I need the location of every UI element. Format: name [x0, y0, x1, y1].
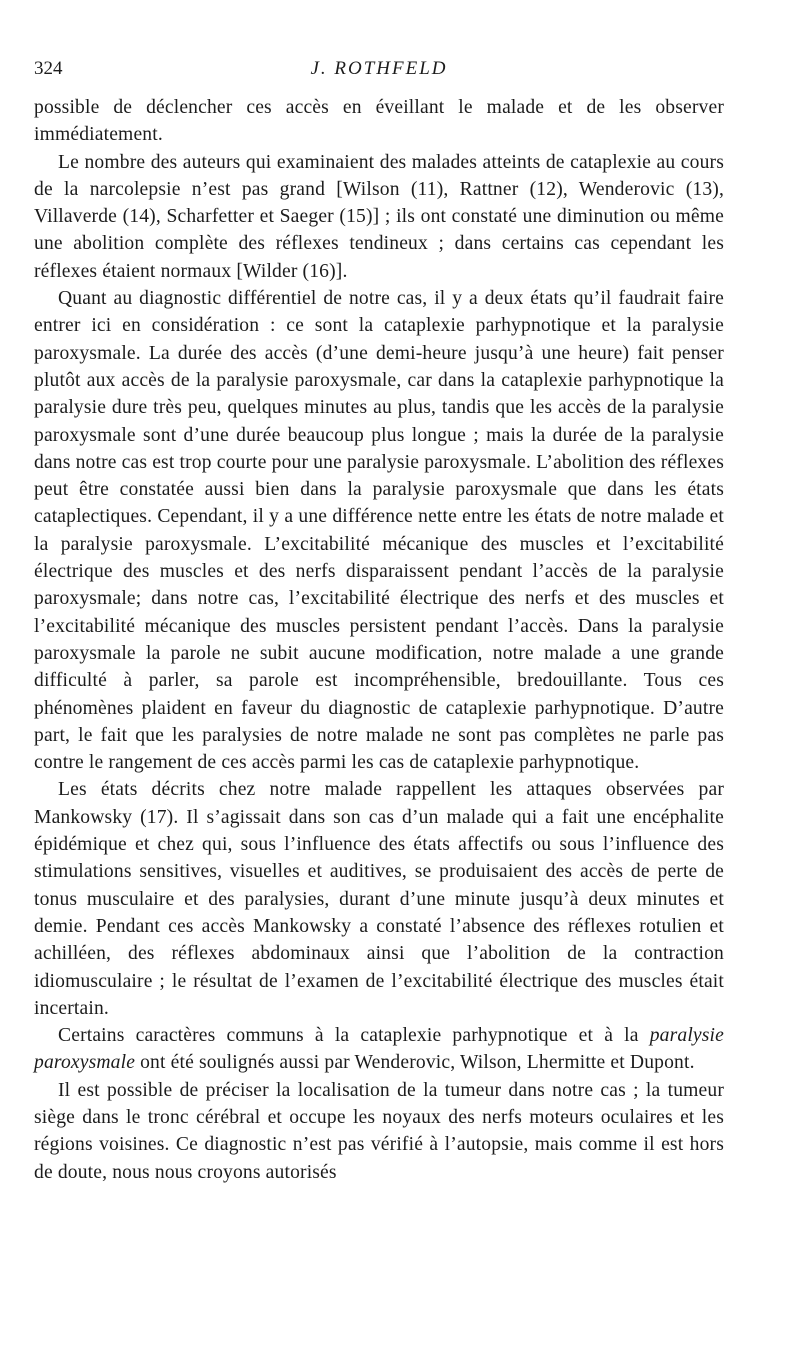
paragraph-common-characters-part-2: ont été soulignés aussi par Wenderovic, Wilson, Lhermitte et Dupont.	[135, 1052, 695, 1074]
paragraph-reflexes-authors: Le nombre des auteurs qui examinaient des malades atteints de cataplexie au cours de la narcolepsie n’est pas grand [Wilson (11), Rattner (12), Wenderovic (13), Villaverde (14), Scharfetter et Saeger (15)] ; ils ont constaté une diminution ou même une abolition complète des réflexes tendineux ; dans certains cas cependant les réflexes étaient normaux [Wilder (16)].	[34, 151, 724, 282]
paragraph-common-characters-part-1: Certains caractères communs à la cataplexie parhypnotique et à la	[58, 1025, 650, 1047]
body-text	[34, 94, 724, 1186]
running-header	[34, 58, 724, 86]
document-page	[34, 58, 724, 1186]
paragraph-tumor-localisation: Il est possible de préciser la localisation de la tumeur dans notre cas ; la tumeur siège dans le tronc cérébral et occupe les noyaux des nerfs moteurs oculaires et les régions voisines. Ce diagnostic n’est pas vérifié à l’autopsie, mais comme il est hors de doute, nous nous croyons autorisés	[34, 1079, 724, 1183]
page-number: 324	[34, 58, 63, 79]
paragraph-differential-diagnosis: Quant au diagnostic différentiel de notre cas, il y a deux états qu’il faudrait faire entrer ici en considération : ce sont la cataplexie parhypnotique et la paralysie paroxysmale. La durée des accès (d’une demi-heure jusqu’à une heure) fait penser plutôt aux accès de la paralysie paroxysmale, car dans la cataplexie parhypnotique la paralysie dure très peu, quelques minutes au plus, tandis que les accès de la paralysie paroxysmale sont d’une durée beaucoup plus longue ; mais la durée de la paralysie dans notre cas est trop courte pour une paralysie paroxysmale. L’abolition des réflexes peut être constatée aussi bien dans la paralysie paroxysmale que dans les états cataplectiques. Cependant, il y a une différence nette entre les états de notre malade et la paralysie paroxysmale. L’excitabilité mécanique des muscles et l’excitabilité électrique des muscles et des nerfs disparaissent pendant l’accès de la paralysie paroxysmale; dans notre cas, l’excitabilité électrique des nerfs et des muscles et l’excitabilité mécanique des muscles persistent pendant l’accès. Dans la paralysie paroxysmale la parole ne subit aucune modification, notre malade a une grande difficulté à parler, sa parole est incompréhensible, bredouillante. Tous ces phénomènes plaident en faveur du diagnostic de cataplexie parhypnotique. D’autre part, le fait que les paralysies de notre malade ne sont pas complètes ne parle pas contre le rangement de ces accès parmi les cas de cataplexie parhypnotique.	[34, 288, 724, 774]
paragraph-mankowsky-case: Les états décrits chez notre malade rappellent les attaques observées par Mankowsky (17). Il s’agissait dans son cas d’un malade qui a fait une encéphalite épidémique et chez qui, sous l’influence des états affectifs ou sous l’influence des stimulations sensitives, visuelles et auditives, se produisaient des accès de perte de tonus musculaire et des paralysies, durant d’une minute jusqu’à deux minutes et demie. Pendant ces accès Mankowsky a constaté l’absence des réflexes rotulien et achilléen, des réflexes abdominaux ainsi que l’abolition de la contraction idiomusculaire ; le résultat de l’examen de l’excitabilité électrique des muscles était incertain.	[34, 779, 724, 1019]
italic-term-paralysie-paroxysmale: paralysie paroxysmale	[34, 1025, 724, 1074]
paragraph-continuation: possible de déclencher ces accès en éveillant le malade et de les observer immédiatement.	[34, 97, 724, 146]
paragraph-common-characters	[34, 1022, 724, 1077]
running-header-author: J. ROTHFELD	[310, 58, 448, 79]
